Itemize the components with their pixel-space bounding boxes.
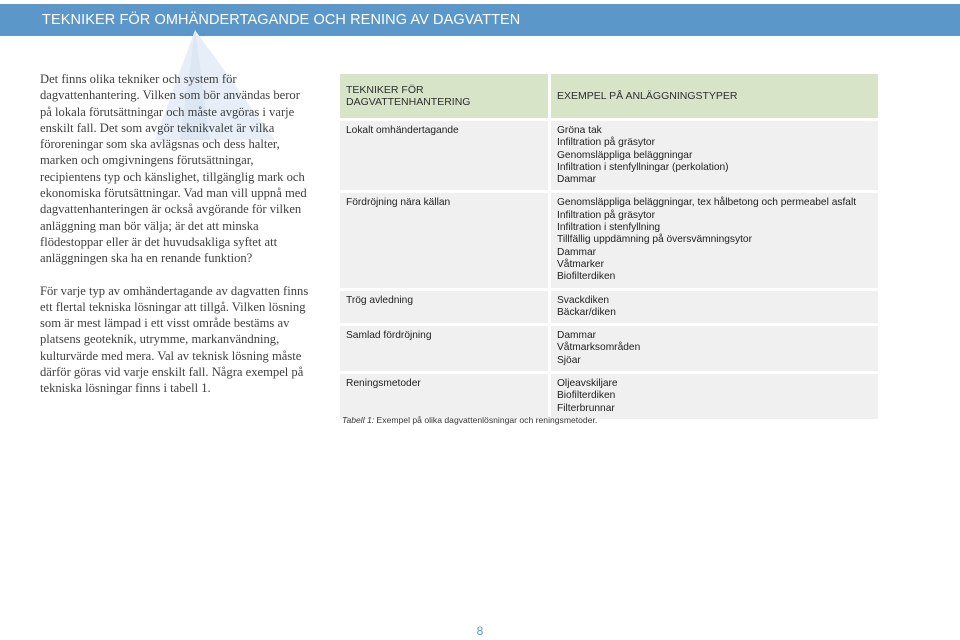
example-item: Våtmarker	[557, 258, 604, 270]
example-item: Infiltration i stenfyllning	[557, 222, 661, 234]
example-item: Infiltration i stenfyllningar (perkolation)	[557, 161, 729, 173]
example-item: Genomsläppliga beläggningar	[557, 149, 693, 161]
example-item: Filterbrunnar	[557, 402, 615, 414]
example-item: Biofilterdiken	[557, 390, 616, 402]
column-header-examples: EXEMPEL PÅ ANLÄGGNINGSTYPER	[551, 74, 878, 118]
example-item: Sjöar	[557, 354, 581, 366]
example-item: Biofilterdiken	[557, 271, 616, 283]
example-item: Infiltration på gräsytor	[557, 209, 655, 221]
example-item: Svackdiken	[557, 294, 610, 306]
body-paragraph-2: För varje typ av omhändertagande av dagvatten finns ett flertal tekniska lösningar att tillgå. Vilken lösning som är mest lämpad i ett visst område bestäms av platsens geoteknik, utrymme, markanvändning, kulturvärde med mera. Val av teknisk lösning måste därför göras vid varje enskilt fall. Några exempel på tekniska lösningar finns i tabell 1.	[40, 283, 309, 396]
example-item: Dammar	[557, 174, 597, 186]
technique-cell: Reningsmetoder	[340, 374, 548, 419]
example-item: Bäckar/diken	[557, 306, 616, 318]
technique-cell: Fördröjning nära källan	[340, 193, 548, 287]
caption-label: Tabell 1:	[342, 415, 375, 425]
example-item: Infiltration på gräsytor	[557, 137, 655, 149]
technique-cell: Lokalt omhändertagande	[340, 121, 548, 190]
table-row	[340, 326, 878, 371]
table-body	[340, 121, 878, 419]
example-item: Tillfällig uppdämning på översvämningsytor	[557, 234, 752, 246]
examples-cell	[551, 193, 878, 287]
example-item: Gröna tak	[557, 125, 602, 136]
example-item: Våtmarksområden	[557, 342, 641, 354]
table-row	[340, 193, 878, 287]
examples-cell	[551, 326, 878, 371]
body-paragraph-1: Det finns olika tekniker och system för dagvattenhantering. Vilken som bör användas beror på lokala förutsättningar och måste avgöras i varje enskilt fall. Det som avgör teknikvalet är vilka föroreningar som ska avlägsnas och dess halter, marken och omgivningens förutsättningar, recipientens typ och känslighet, tillgänglig mark och ekonomiska förutsättningar. Vad man vill uppnå med dagvattenhanteringen är också avgörande för vilken anläggning man bör välja; är det att minska flödestoppar eller är det huvudsakliga syftet att anläggningen ska ha en renande funktion?	[40, 72, 307, 266]
example-item: Oljeavskiljare	[557, 378, 618, 390]
examples-cell	[551, 121, 878, 190]
page-number: 8	[476, 624, 484, 638]
examples-cell	[551, 291, 878, 324]
column-header-techniques: TEKNIKER FÖR DAGVATTENHANTERING	[340, 74, 548, 118]
header-bar	[0, 4, 960, 36]
technique-cell: Trög avledning	[340, 291, 548, 324]
table-header-row	[340, 74, 878, 118]
techniques-table-container	[340, 74, 884, 422]
page-title: TEKNIKER FÖR OMHÄNDERTAGANDE OCH RENING AV DAGVATTEN	[42, 12, 521, 28]
technique-cell: Samlad fördröjning	[340, 326, 548, 371]
examples-cell	[551, 374, 878, 419]
example-item: Dammar	[557, 246, 597, 258]
table-caption	[342, 415, 597, 425]
table-row	[340, 291, 878, 324]
example-item: Dammar	[557, 330, 597, 342]
example-item: Genomsläppliga beläggningar, tex hålbetong och permeabel asfalt	[557, 197, 857, 209]
table-row	[340, 121, 878, 190]
body-text	[40, 71, 312, 397]
techniques-table	[337, 71, 881, 422]
caption-text: Exempel på olika dagvattenlösningar och reningsmetoder.	[374, 415, 598, 425]
table-row	[340, 374, 878, 419]
